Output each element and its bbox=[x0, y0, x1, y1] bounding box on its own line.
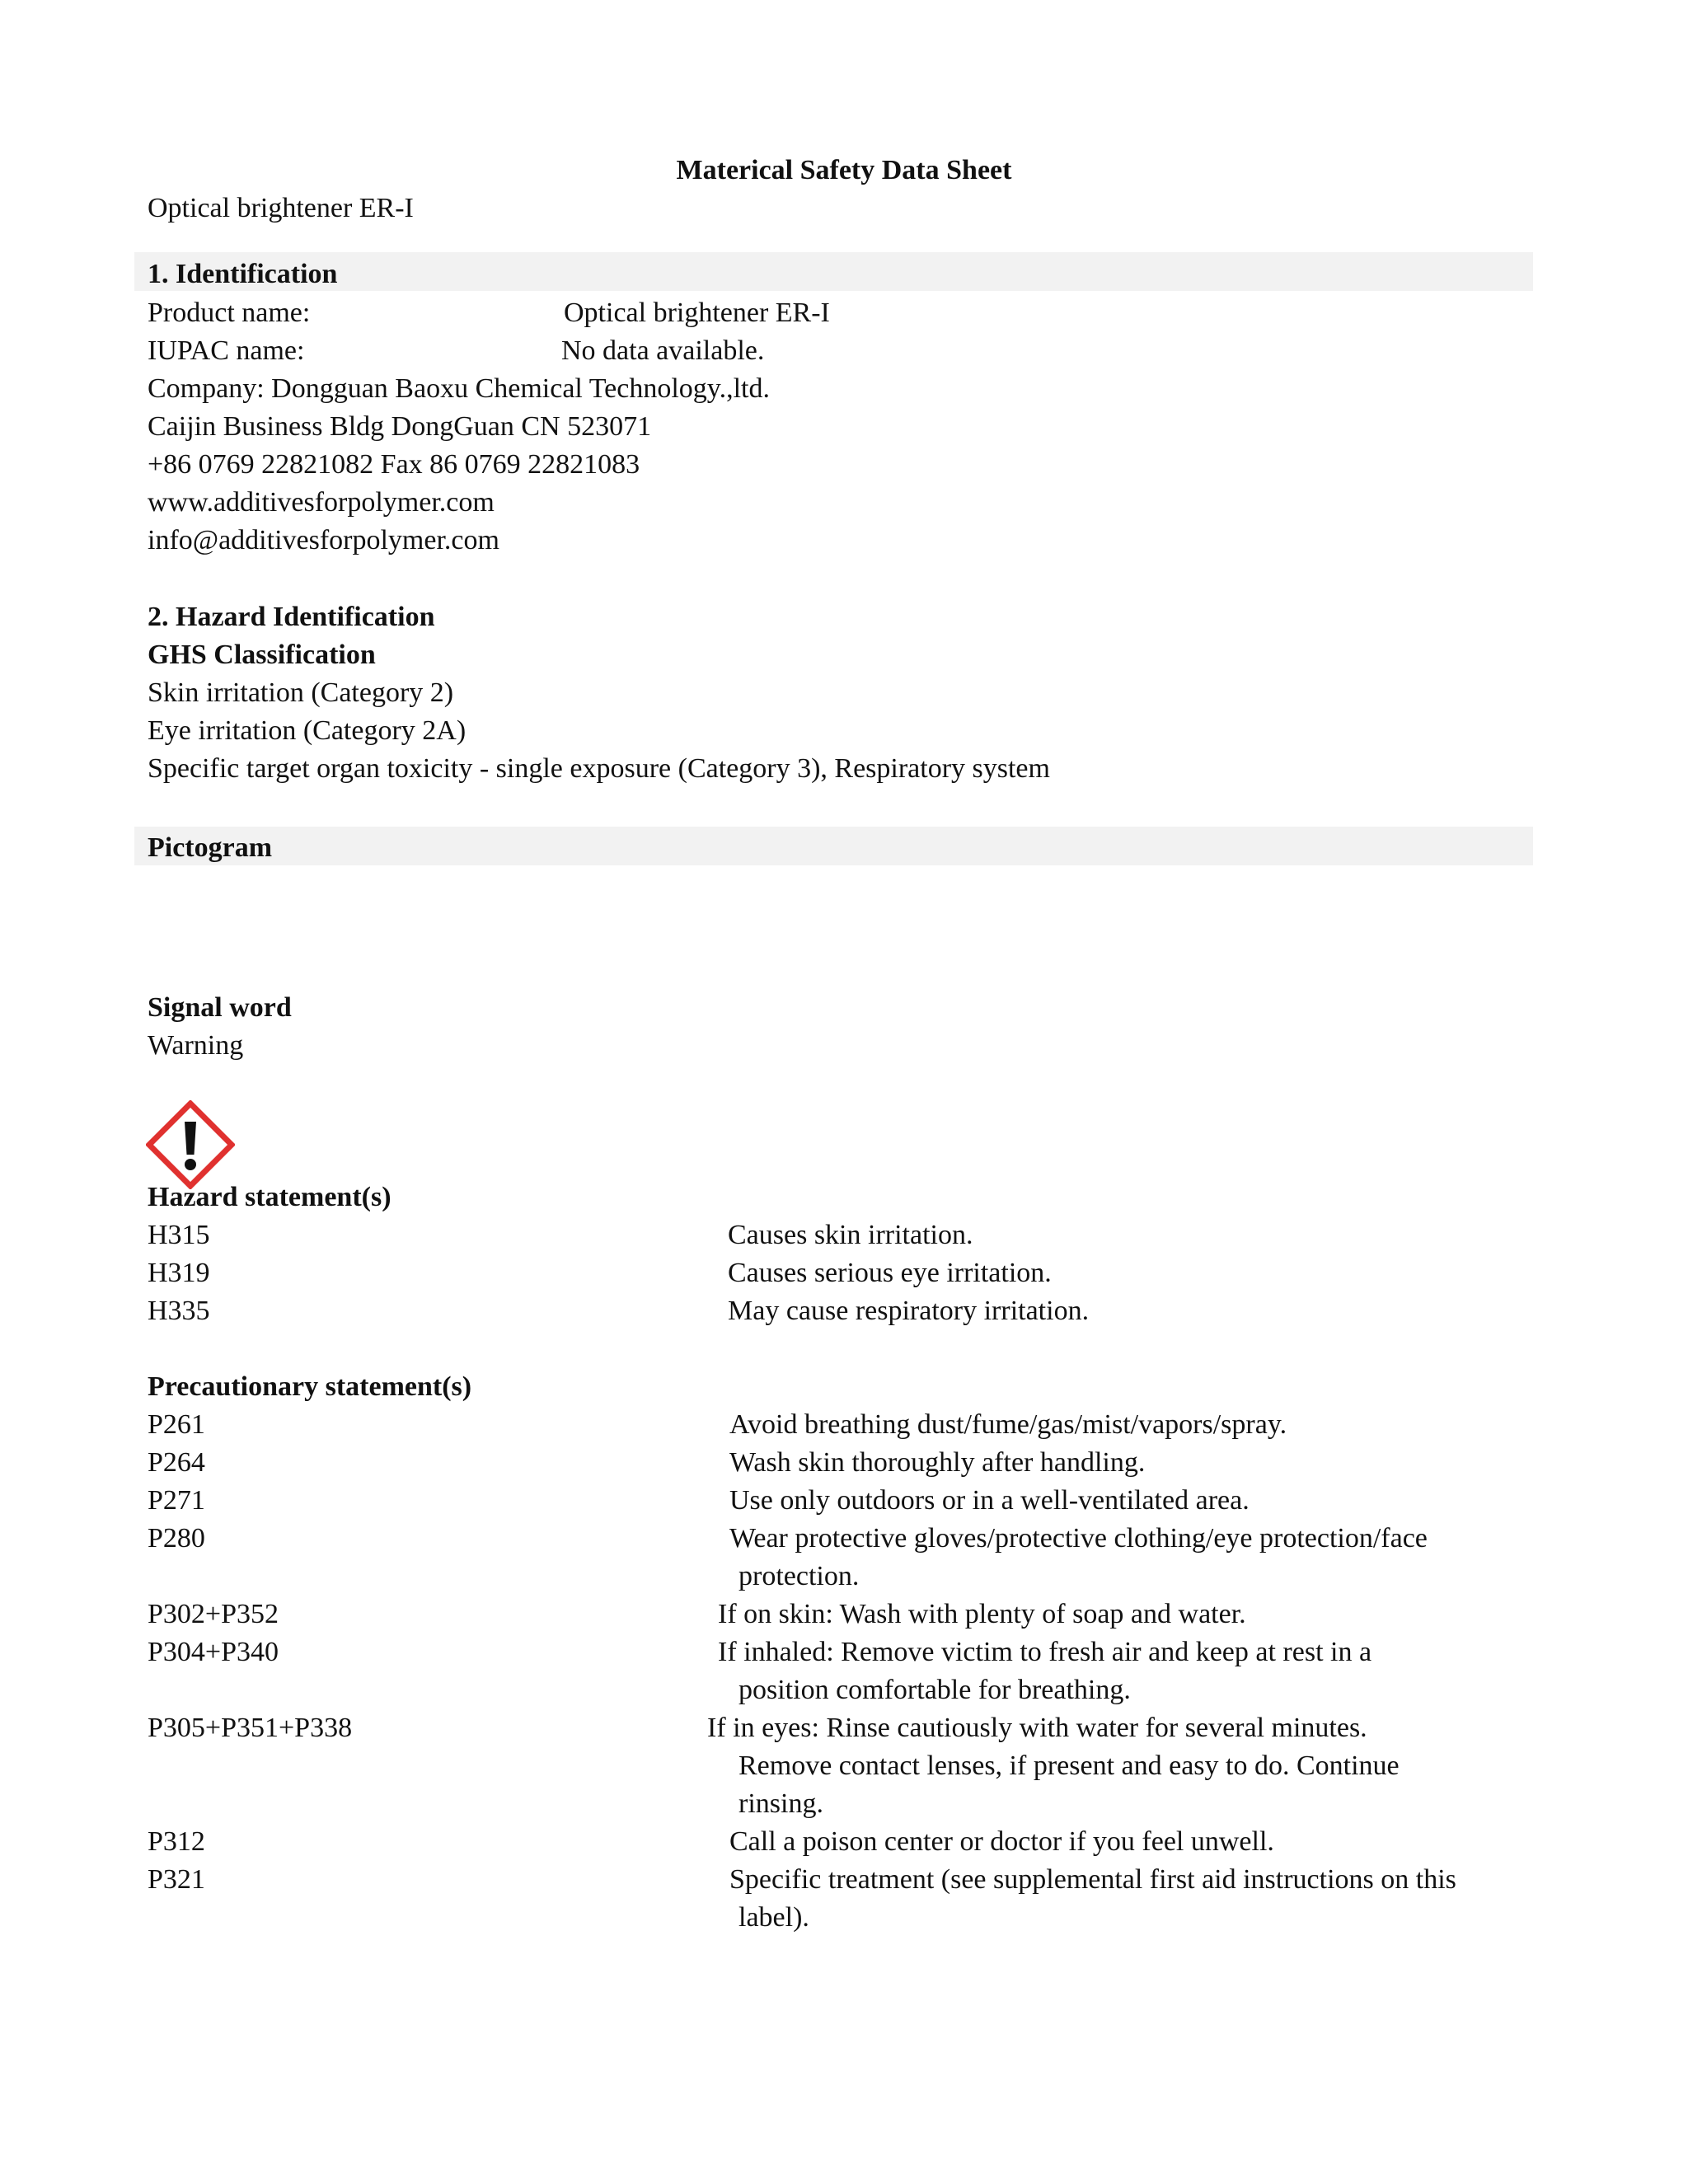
email-link[interactable]: info@additivesforpolymer.com bbox=[148, 525, 499, 555]
pictogram-heading: Pictogram bbox=[148, 832, 273, 863]
signal-word-value: Warning bbox=[148, 1030, 244, 1061]
precaution-code: P264 bbox=[148, 1447, 205, 1478]
precaution-code: P305+P351+P338 bbox=[148, 1713, 353, 1743]
precaution-text: Wash skin thoroughly after handling. bbox=[729, 1447, 1146, 1478]
signal-word-heading: Signal word bbox=[148, 992, 292, 1023]
hazard-text: May cause respiratory irritation. bbox=[728, 1296, 1090, 1326]
product-name-value: Optical brightener ER-I bbox=[564, 298, 830, 328]
hazard-text: Causes skin irritation. bbox=[728, 1220, 973, 1250]
precaution-code: P302+P352 bbox=[148, 1599, 279, 1629]
ghs-class-item: Skin irritation (Category 2) bbox=[148, 677, 454, 708]
company-line: Company: Dongguan Baoxu Chemical Technology.,ltd. bbox=[148, 373, 770, 404]
precaution-text: Wear protective gloves/protective clothing/eye protection/face bbox=[729, 1523, 1428, 1554]
precaution-text: If inhaled: Remove victim to fresh air and keep at rest in a bbox=[718, 1637, 1372, 1667]
precaution-text: rinsing. bbox=[738, 1788, 823, 1819]
precaution-text: Avoid breathing dust/fume/gas/mist/vapors/spray. bbox=[729, 1409, 1287, 1440]
ghs-classification-heading: GHS Classification bbox=[148, 640, 376, 670]
iupac-name-value: No data available. bbox=[561, 335, 765, 366]
section-heading-identification: 1. Identification bbox=[148, 259, 338, 289]
precaution-text: Use only outdoors or in a well-ventilated area. bbox=[729, 1485, 1250, 1516]
product-name-label: Product name: bbox=[148, 298, 311, 328]
section-band-pictogram bbox=[134, 827, 1533, 865]
phone-line: +86 0769 22821082 Fax 86 0769 22821083 bbox=[148, 449, 640, 480]
hazard-text: Causes serious eye irritation. bbox=[728, 1258, 1052, 1288]
precaution-code: P321 bbox=[148, 1864, 205, 1895]
precaution-code: P280 bbox=[148, 1523, 205, 1554]
precaution-code: P271 bbox=[148, 1485, 205, 1516]
hazard-code: H315 bbox=[148, 1220, 210, 1250]
ghs-class-item: Eye irritation (Category 2A) bbox=[148, 715, 467, 746]
document-title: Materical Safety Data Sheet bbox=[676, 155, 1012, 185]
precaution-text: Remove contact lenses, if present and easy to do. Continue bbox=[738, 1750, 1400, 1781]
precaution-text: If in eyes: Rinse cautiously with water for several minutes. bbox=[707, 1713, 1367, 1743]
hazard-code: H319 bbox=[148, 1258, 210, 1288]
precaution-code: P312 bbox=[148, 1826, 205, 1857]
hazard-code: H335 bbox=[148, 1296, 210, 1326]
section-heading-hazard: 2. Hazard Identification bbox=[148, 602, 435, 632]
precaution-text: Call a poison center or doctor if you feel unwell. bbox=[729, 1826, 1274, 1857]
section-band-identification bbox=[134, 252, 1533, 291]
ghs-class-item: Specific target organ toxicity - single exposure (Category 3), Respiratory system bbox=[148, 753, 1050, 784]
precaution-code: P261 bbox=[148, 1409, 205, 1440]
precaution-text: If on skin: Wash with plenty of soap and water. bbox=[718, 1599, 1246, 1629]
precaution-code: P304+P340 bbox=[148, 1637, 279, 1667]
iupac-name-label: IUPAC name: bbox=[148, 335, 305, 366]
precaution-text: label). bbox=[738, 1902, 809, 1933]
document-subtitle: Optical brightener ER-I bbox=[148, 193, 414, 223]
website-link[interactable]: www.additivesforpolymer.com bbox=[148, 487, 495, 518]
precaution-text: position comfortable for breathing. bbox=[738, 1675, 1131, 1705]
precautionary-statements-heading: Precautionary statement(s) bbox=[148, 1371, 472, 1402]
address-line: Caijin Business Bldg DongGuan CN 523071 bbox=[148, 411, 652, 442]
precaution-text: protection. bbox=[738, 1561, 860, 1591]
exclamation-mark-diamond-icon bbox=[146, 1100, 235, 1189]
hazard-statements-heading: Hazard statement(s) bbox=[148, 1182, 392, 1212]
precaution-text: Specific treatment (see supplemental first aid instructions on this bbox=[729, 1864, 1456, 1895]
